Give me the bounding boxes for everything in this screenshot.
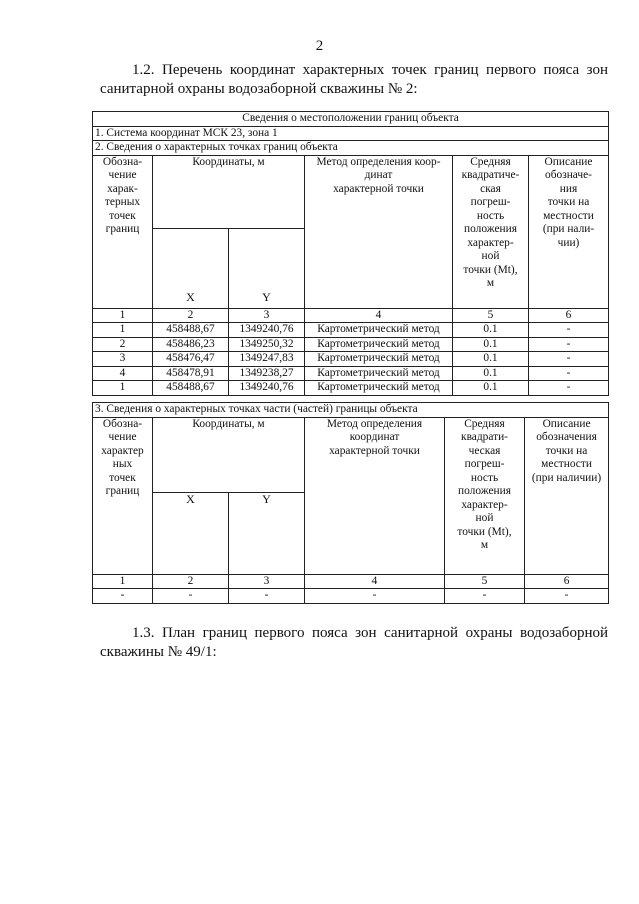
coord-y: - <box>229 589 305 604</box>
table-row <box>93 366 609 381</box>
coord-y: 1349247,83 <box>229 352 305 367</box>
section-3-title: 3. Сведения о характерных точках части (частей) границы объекта <box>93 403 609 418</box>
header-x-cell <box>153 229 229 308</box>
coord-y: 1349250,32 <box>229 337 305 352</box>
header-y-cell <box>229 493 305 574</box>
error: 0.1 <box>453 352 529 367</box>
column-number: 3 <box>229 574 305 589</box>
header-y: Y <box>262 290 271 305</box>
boundary-part-table <box>92 402 609 604</box>
error: 0.1 <box>453 366 529 381</box>
header-coordinates: Координаты, м <box>153 417 305 493</box>
coord-x: 458488,67 <box>153 381 229 396</box>
header-method: Метод определения координат характерной точки <box>305 417 445 574</box>
column-number: 6 <box>525 574 609 589</box>
header-designation: Обозна- чение характер ных точек границ <box>93 417 153 574</box>
section-heading-1-2-text: 1.2. Перечень координат характерных точек границ первого пояса зон санитарной охраны водозаборной скважины № 2: <box>100 62 608 97</box>
error: - <box>445 589 525 604</box>
coord-y: 1349240,76 <box>229 381 305 396</box>
header-description: Описание обозначения точки на местности (при наличии) <box>525 417 609 574</box>
page-number: 2 <box>315 38 324 54</box>
column-number: 1 <box>93 308 153 323</box>
coord-x: 458476,47 <box>153 352 229 367</box>
point-number: 2 <box>93 337 153 352</box>
table-row <box>93 589 609 604</box>
error: 0.1 <box>453 381 529 396</box>
description: - <box>525 589 609 604</box>
coord-x: 458478,91 <box>153 366 229 381</box>
column-number: 3 <box>229 308 305 323</box>
section-heading-1-2 <box>100 61 608 99</box>
section-heading-1-3 <box>100 624 608 662</box>
column-number: 1 <box>93 574 153 589</box>
method: Картометрический метод <box>305 381 453 396</box>
table-row <box>93 352 609 367</box>
coordinate-system: 1. Система координат МСК 23, зона 1 <box>93 126 609 141</box>
point-number: 1 <box>93 323 153 338</box>
column-number: 2 <box>153 574 229 589</box>
header-designation: Обозна- чение харак- терных точек границ <box>93 155 153 308</box>
table-title: Сведения о местоположении границ объекта <box>93 112 609 127</box>
point-number: 1 <box>93 381 153 396</box>
method: - <box>305 589 445 604</box>
coord-x: 458486,23 <box>153 337 229 352</box>
table-row <box>93 381 609 396</box>
column-number-row <box>93 308 609 323</box>
section-2-title: 2. Сведения о характерных точках границ объекта <box>93 141 609 156</box>
header-description: Описание обозначе- ния точки на местности (при нали- чии) <box>529 155 609 308</box>
point-number: - <box>93 589 153 604</box>
table-row <box>93 323 609 338</box>
column-number: 6 <box>529 308 609 323</box>
header-x: X <box>186 492 195 507</box>
header-error: Средняя квадрати- ческая погреш- ность положения характер- ной точки (Mt), м <box>445 417 525 574</box>
column-number: 4 <box>305 574 445 589</box>
coord-y: 1349238,27 <box>229 366 305 381</box>
header-coordinates: Координаты, м <box>153 155 305 229</box>
header-x-cell <box>153 493 229 574</box>
error: 0.1 <box>453 337 529 352</box>
description: - <box>529 352 609 367</box>
coord-x: - <box>153 589 229 604</box>
description: - <box>529 366 609 381</box>
description: - <box>529 337 609 352</box>
coord-y: 1349240,76 <box>229 323 305 338</box>
method: Картометрический метод <box>305 323 453 338</box>
column-number-row <box>93 574 609 589</box>
description: - <box>529 381 609 396</box>
column-number: 5 <box>453 308 529 323</box>
header-error: Средняя квадратиче- ская погреш- ность положения характер- ной точки (Mt), м <box>453 155 529 308</box>
description: - <box>529 323 609 338</box>
method: Картометрический метод <box>305 337 453 352</box>
point-number: 4 <box>93 366 153 381</box>
column-number: 4 <box>305 308 453 323</box>
header-y: Y <box>262 492 271 507</box>
header-y-cell <box>229 229 305 308</box>
method: Картометрический метод <box>305 366 453 381</box>
boundary-table <box>92 111 609 396</box>
table-row <box>93 337 609 352</box>
header-x: X <box>186 290 195 305</box>
error: 0.1 <box>453 323 529 338</box>
coord-x: 458488,67 <box>153 323 229 338</box>
column-number: 2 <box>153 308 229 323</box>
column-number: 5 <box>445 574 525 589</box>
point-number: 3 <box>93 352 153 367</box>
method: Картометрический метод <box>305 352 453 367</box>
header-method: Метод определения коор- динат характерной точки <box>305 155 453 308</box>
section-heading-1-3-text: 1.3. План границ первого пояса зон санитарной охраны водозаборной скважины № 49/1: <box>100 625 608 660</box>
